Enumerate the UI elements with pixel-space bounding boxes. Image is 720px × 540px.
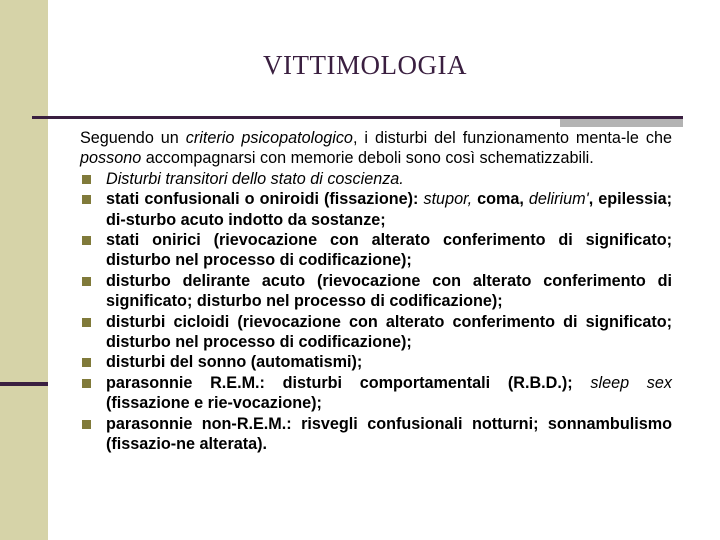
- list-item-text: disturbi cicloidi (rievocazione con alterato conferimento di significato; disturbo nel processo di codificazione);: [106, 312, 672, 352]
- square-bullet-icon: [82, 358, 91, 367]
- list-item: [80, 352, 672, 372]
- square-bullet-icon: [82, 277, 91, 286]
- list-item: [80, 312, 672, 353]
- list-item-text: disturbo delirante acuto (rievocazione con alterato conferimento di significato; disturbo nel processo di codificazione);: [106, 271, 672, 311]
- intro-emphasis: possono: [80, 149, 142, 168]
- intro-text: Seguendo un: [80, 129, 186, 147]
- list-item-text: parasonnie R.E.M.: disturbi comportamentali (R.B.D.);: [106, 373, 591, 392]
- square-bullet-icon: [82, 318, 91, 327]
- square-bullet-icon: [82, 420, 91, 429]
- intro-emphasis: criterio psicopatologico: [185, 129, 353, 147]
- slide-body: [80, 128, 672, 455]
- list-item-emphasis: stupor,: [423, 190, 473, 209]
- list-item-text: Disturbi transitori dello stato di coscienza.: [106, 169, 404, 188]
- list-item-text: parasonnie non-R.E.M.: risvegli confusionali notturni; sonnambulismo (fissazio-ne alterata).: [106, 414, 672, 454]
- bullet-list: [80, 169, 672, 455]
- list-item: [80, 414, 672, 455]
- list-item-text: coma,: [472, 190, 529, 209]
- list-item: [80, 169, 672, 189]
- title-divider-shadow: [560, 119, 683, 127]
- intro-text: , i disturbi del funzionamento menta-le che: [352, 129, 672, 147]
- square-bullet-icon: [82, 379, 91, 388]
- list-item-text: stati onirici (rievocazione con alterato conferimento di significato; disturbo nel processo di codificazione);: [106, 231, 672, 270]
- square-bullet-icon: [82, 236, 91, 245]
- list-item: [80, 230, 672, 271]
- list-item-emphasis: delirium': [528, 190, 589, 209]
- left-decorative-band: [0, 0, 48, 540]
- square-bullet-icon: [82, 195, 91, 204]
- left-band-accent-line: [0, 382, 48, 386]
- list-item-emphasis: sleep sex: [590, 373, 672, 392]
- square-bullet-icon: [82, 175, 91, 184]
- list-item: [80, 373, 672, 414]
- list-item: [80, 271, 672, 312]
- slide-title: VITTIMOLOGIA: [263, 50, 467, 80]
- list-item-text: (fissazione e rie-vocazione);: [106, 394, 322, 413]
- list-item-text: disturbi del sonno (automatismi);: [106, 353, 363, 372]
- intro-text: accompagnarsi con memorie deboli sono così schematizzabili.: [141, 149, 594, 168]
- list-item: [80, 189, 672, 230]
- list-item-text: , epilessia; di-sturbo acuto indotto da sostanze;: [106, 190, 673, 229]
- list-item-text: stati confusionali o oniroidi (fissazione):: [106, 190, 424, 209]
- intro-paragraph: [80, 128, 672, 169]
